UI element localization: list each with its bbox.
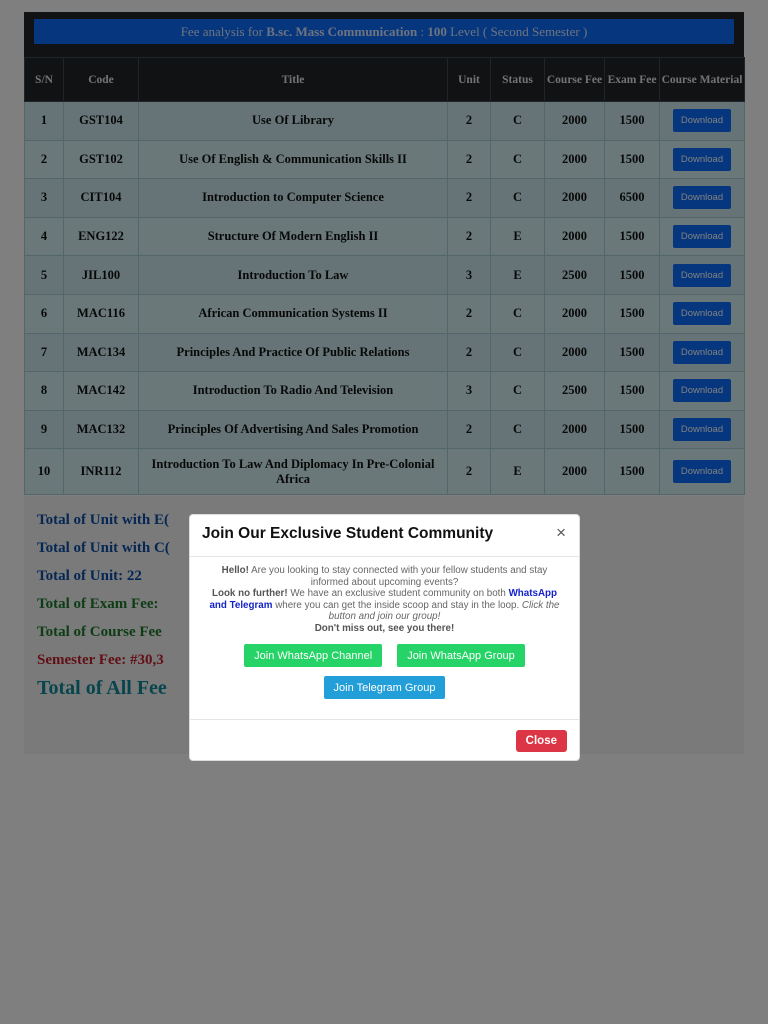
community-text: We have an exclusive student community on both	[287, 588, 509, 599]
brand-text: WhatsApp and Telegram	[209, 588, 557, 611]
dont-miss-text: Don't miss out, see you there!	[314, 622, 455, 634]
community-modal	[189, 514, 580, 761]
hello-text: Hello!	[221, 565, 249, 576]
modal-header	[190, 515, 579, 557]
scoop-text: where you can get the inside scoop and stay in the loop.	[272, 599, 522, 611]
look-text: Look no further!	[211, 588, 288, 599]
modal-body	[190, 557, 579, 719]
join-whatsapp-group-button[interactable]: Join WhatsApp Group	[397, 644, 525, 667]
close-button[interactable]: Close	[516, 730, 567, 752]
telegram-button-row	[202, 676, 567, 699]
modal-title: Join Our Exclusive Student Community	[202, 525, 494, 542]
modal-footer	[190, 719, 579, 761]
close-icon[interactable]: ×	[556, 523, 566, 542]
modal-message	[202, 565, 567, 634]
intro-text: Are you looking to stay connected with your fellow students and stay informed about upcoming events?	[248, 565, 548, 588]
whatsapp-button-row	[202, 644, 567, 667]
join-whatsapp-channel-button[interactable]: Join WhatsApp Channel	[244, 644, 382, 667]
join-telegram-group-button[interactable]: Join Telegram Group	[324, 676, 446, 699]
cta-italic: Click the button and join our group!	[328, 599, 560, 622]
